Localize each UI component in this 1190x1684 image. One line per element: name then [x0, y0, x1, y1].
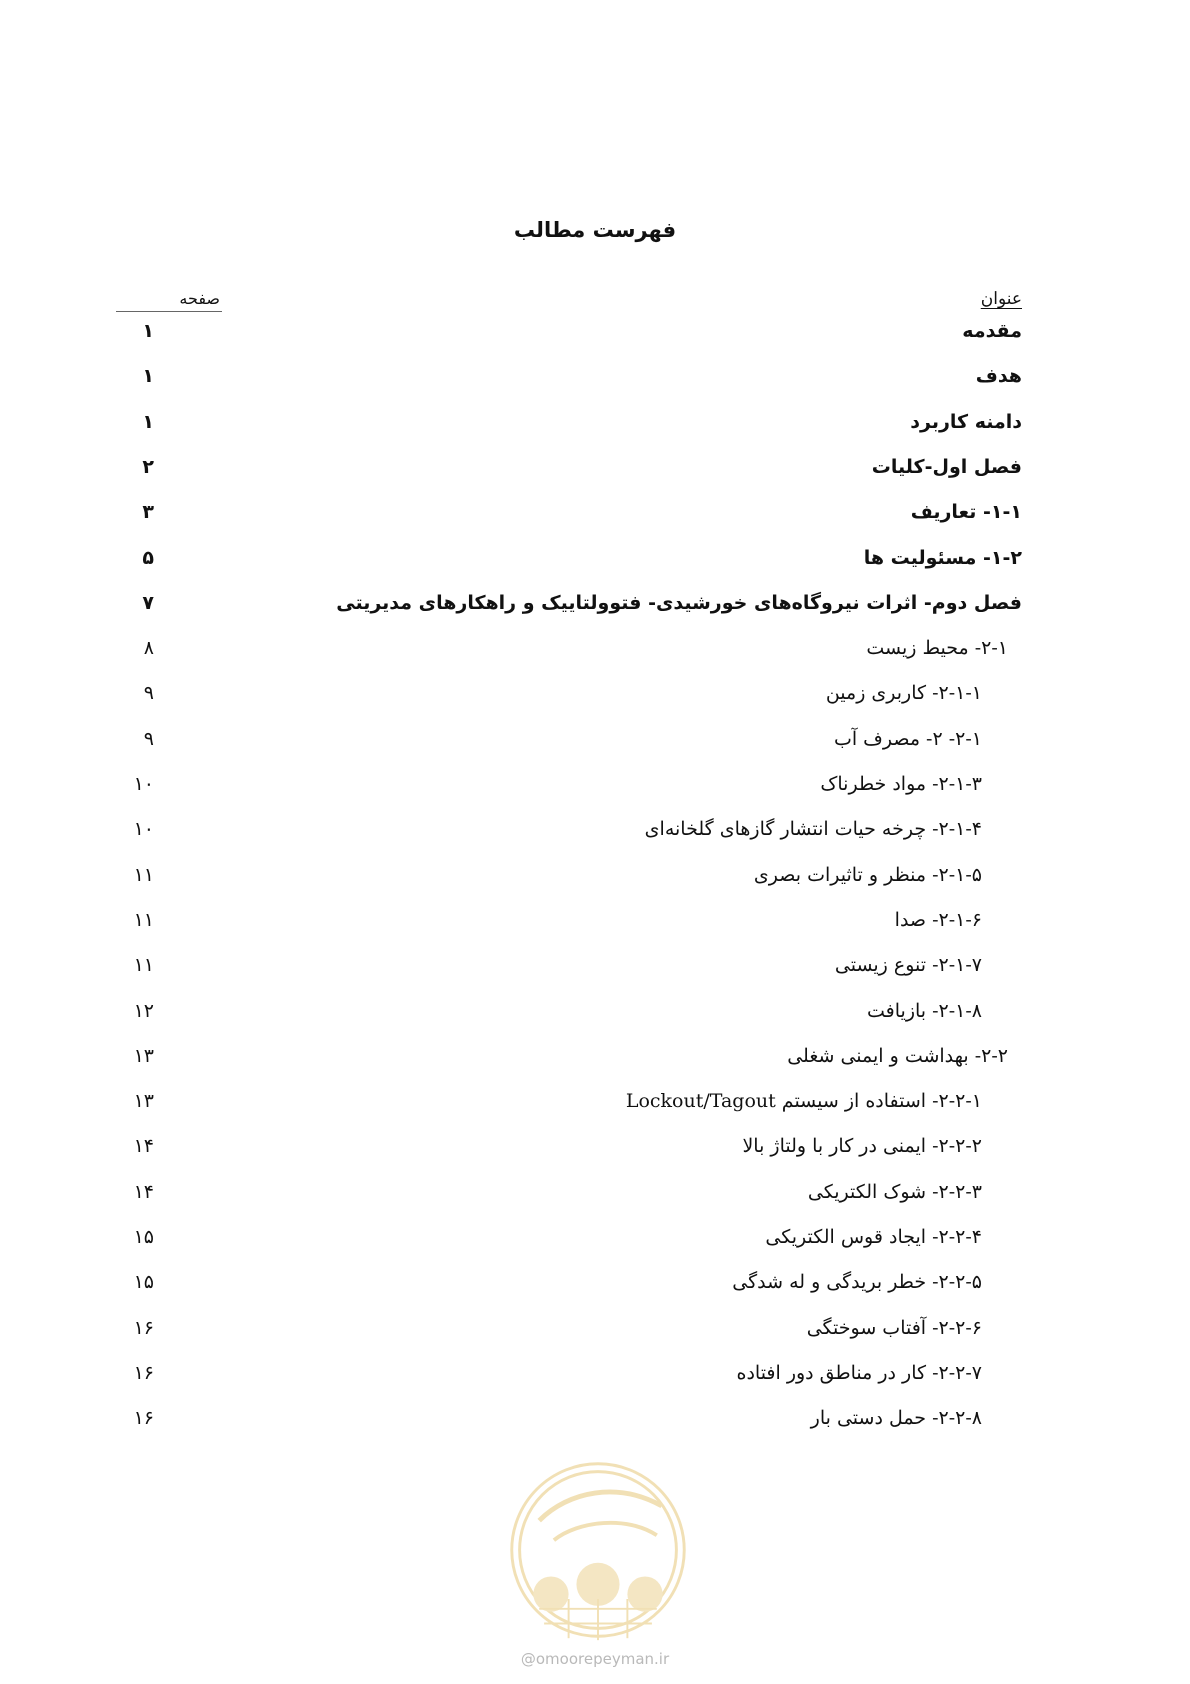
toc-entry-page: ۹ [143, 682, 154, 705]
toc-entry-title: ۲-۲-۳- شوک الکتریکی [807, 1180, 982, 1203]
toc-entry-title: ۲-۱-۷- تنوع زیستی [834, 954, 982, 977]
toc-entry-title: دامنه کاربرد [910, 410, 1022, 433]
toc-entry [0, 313, 1190, 349]
toc-entry-page: ۱۶ [133, 1407, 154, 1430]
toc-entry [0, 1219, 1190, 1255]
toc-entry-title: هدف [975, 365, 1022, 388]
watermark-logo [500, 1452, 696, 1648]
toc-entry-page: ۱ [142, 410, 154, 433]
toc-entry-title: مقدمه [962, 320, 1022, 342]
toc-entry-title: ۲-۲-۱- استفاده از سیستم Lockout/Tagout [625, 1090, 982, 1113]
toc-entry-page: ۱۴ [133, 1135, 154, 1158]
toc-entry-page: ۵ [142, 546, 154, 569]
toc-entry [0, 993, 1190, 1029]
toc-entry-title: ۲-۱-۶- صدا [894, 908, 982, 931]
toc-entry-title: ۲-۲- بهداشت و ایمنی شغلی [787, 1044, 1008, 1067]
watermark-url: @omoorepeyman.ir [520, 1650, 670, 1668]
toc-entry-page: ۱۱ [133, 908, 154, 931]
toc-entry-title: فصل دوم- اثرات نیروگاه‌های خورشیدی- فتوولتاییک و راهکارهای مدیریتی [336, 591, 1022, 614]
toc-entry-title: ۲-۲-۴- ایجاد قوس الکتریکی [765, 1226, 982, 1248]
toc-entry-page: ۱۵ [133, 1271, 154, 1294]
toc-entry-page: ۱۶ [133, 1316, 154, 1339]
toc-entry-page: ۱۳ [133, 1044, 154, 1067]
toc-entry [0, 811, 1190, 847]
page-title: فهرست مطالب [513, 218, 677, 242]
toc-entry-page: ۱۶ [133, 1361, 154, 1384]
toc-entry-page: ۱۲ [133, 999, 154, 1022]
toc-entry-page: ۲ [142, 455, 154, 478]
toc-entry [0, 675, 1190, 711]
toc-entry [0, 1038, 1190, 1074]
column-header-title: عنوان [980, 289, 1022, 309]
toc-entry [0, 1174, 1190, 1210]
toc-entry [0, 630, 1190, 666]
toc-entry-page: ۱۴ [133, 1180, 154, 1203]
toc-entry-page: ۸ [143, 637, 154, 660]
toc-entry [0, 766, 1190, 802]
toc-entry-page: ۷ [142, 591, 154, 614]
toc-entry [0, 1264, 1190, 1300]
toc-entry-title: ۲-۱-۳- مواد خطرناک [820, 773, 982, 795]
toc-entry [0, 494, 1190, 530]
toc-entry-title: ۲-۱- محیط زیست [866, 637, 1008, 660]
toc-entry-title: ۲-۲-۶- آفتاب سوختگی [806, 1316, 982, 1339]
toc-entry-page: ۹ [143, 727, 154, 750]
toc-entry-page: ۱ [142, 320, 154, 342]
toc-entry [0, 585, 1190, 621]
toc-entry [0, 449, 1190, 485]
toc-entry-title: ۱-۲- مسئولیت ها [863, 546, 1022, 569]
toc-entry-page: ۱۰ [133, 818, 154, 841]
toc-entry [0, 404, 1190, 440]
toc-entry-title: ۲-۱-۵- منظر و تاثیرات بصری [753, 863, 982, 886]
toc-entry [0, 1400, 1190, 1436]
toc-entry-title: ۲-۲-۵- خطر بریدگی و له شدگی [732, 1271, 982, 1294]
toc-entry-page: ۱۱ [133, 863, 154, 886]
toc-entry [0, 902, 1190, 938]
toc-entry [0, 857, 1190, 893]
toc-entry-page: ۱۳ [133, 1090, 154, 1113]
toc-entry-title: ۲-۱-۱- کاربری زمین [825, 682, 982, 705]
toc-entry [0, 358, 1190, 394]
toc-entry-title: ۱-۱- تعاریف [910, 501, 1022, 524]
toc-entry-title: ۲-۱- ۲- مصرف آب [833, 727, 982, 750]
toc-entry [0, 1128, 1190, 1164]
toc-entry [0, 1355, 1190, 1391]
toc-entry-page: ۱ [142, 365, 154, 388]
toc-entry-title: ۲-۱-۸- بازیافت [867, 999, 982, 1022]
toc-entry-page: ۱۰ [133, 773, 154, 795]
toc-entry-title: ۲-۲-۷- کار در مناطق دور افتاده [736, 1361, 982, 1384]
toc-entry [0, 1310, 1190, 1346]
toc-entry-title: ۲-۲-۲- ایمنی در کار با ولتاژ بالا [742, 1135, 982, 1158]
toc-entry [0, 947, 1190, 983]
toc-entry-page: ۳ [142, 501, 154, 524]
toc-entry [0, 721, 1190, 757]
toc-entry-title: ۲-۲-۸- حمل دستی بار [810, 1407, 982, 1430]
toc-entry [0, 1083, 1190, 1119]
toc-entry [0, 540, 1190, 576]
toc-entry-page: ۱۵ [133, 1226, 154, 1248]
toc-entry-title: فصل اول-کلیات [871, 455, 1022, 478]
toc-entry-title: ۲-۱-۴- چرخه حیات انتشار گازهای گلخانه‌ای [644, 818, 982, 841]
toc-entry-page: ۱۱ [133, 954, 154, 977]
column-header-page: صفحه [116, 289, 222, 312]
